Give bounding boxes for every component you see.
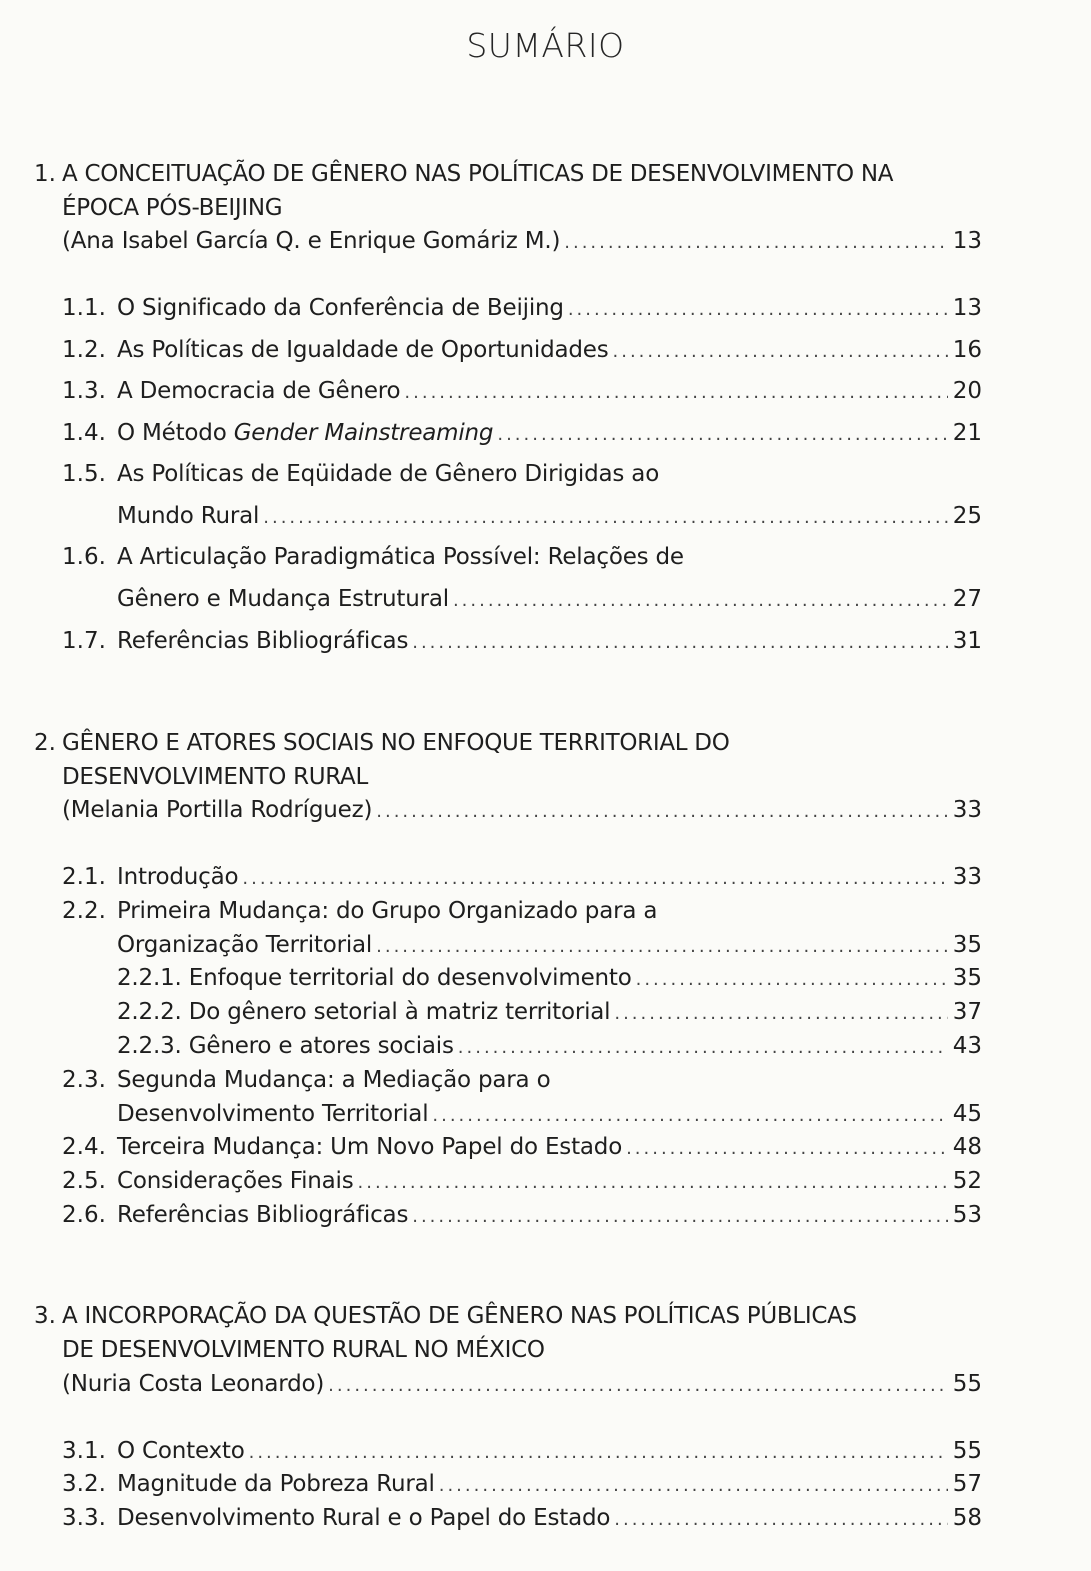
section-title-line-2: ÉPOCA PÓS-BEIJING bbox=[62, 195, 283, 221]
toc-entry-2-4[interactable] bbox=[117, 1132, 982, 1162]
section-2-heading bbox=[34, 726, 994, 794]
entry-label: 2.2.2. Do gênero setorial à matriz territorial bbox=[117, 999, 611, 1025]
toc-entry-1-4[interactable] bbox=[117, 418, 982, 448]
item-number: 2.4. bbox=[62, 1134, 106, 1160]
page-number: 43 bbox=[952, 1033, 982, 1059]
dot-leader bbox=[636, 965, 948, 995]
toc-entry-2-2-3[interactable] bbox=[117, 1031, 982, 1061]
section-title-line-1: A INCORPORAÇÃO DA QUESTÃO DE GÊNERO NAS POLÍTICAS PÚBLICAS bbox=[62, 1303, 857, 1329]
toc-entry-1-2[interactable] bbox=[117, 335, 982, 365]
dot-leader bbox=[613, 337, 948, 367]
item-number: 2.5. bbox=[62, 1168, 106, 1194]
page-number: 20 bbox=[952, 378, 982, 404]
dot-leader bbox=[412, 1202, 948, 1232]
page-number: 58 bbox=[952, 1505, 982, 1531]
page-number: 37 bbox=[952, 999, 982, 1025]
item-number: 2.3. bbox=[62, 1067, 106, 1093]
toc-entry-3-3[interactable] bbox=[117, 1503, 982, 1533]
section-title-line-2: DE DESENVOLVIMENTO RURAL NO MÉXICO bbox=[62, 1337, 545, 1363]
page-number: 45 bbox=[952, 1101, 982, 1127]
item-number: 1.2. bbox=[62, 337, 106, 363]
entry-label: Mundo Rural bbox=[117, 503, 260, 529]
entry-label-line-1: A Articulação Paradigmática Possível: Relações de bbox=[117, 544, 684, 570]
toc-entry-2-6[interactable] bbox=[117, 1200, 982, 1230]
section-1-authors-row[interactable] bbox=[62, 226, 982, 256]
section-number: 3. bbox=[34, 1303, 56, 1329]
dot-leader bbox=[263, 503, 948, 533]
dot-leader bbox=[242, 864, 948, 894]
item-number: 3.1. bbox=[62, 1438, 106, 1464]
entry-label-line-1: Segunda Mudança: a Mediação para o bbox=[117, 1067, 551, 1093]
toc-entry-2-2-2[interactable] bbox=[117, 997, 982, 1027]
page-number: 13 bbox=[952, 295, 982, 321]
toc-entry-1-5[interactable] bbox=[117, 501, 982, 531]
page-number: 35 bbox=[952, 965, 982, 991]
page-number: 33 bbox=[952, 864, 982, 890]
section-authors: (Melania Portilla Rodríguez) bbox=[62, 797, 373, 823]
entry-label-prefix: O Método bbox=[117, 420, 234, 446]
entry-label-line-1: As Políticas de Eqüidade de Gênero Dirigidas ao bbox=[117, 461, 660, 487]
dot-leader bbox=[568, 295, 948, 325]
item-number: 2.1. bbox=[62, 864, 106, 890]
dot-leader bbox=[453, 586, 948, 616]
dot-leader bbox=[497, 420, 948, 450]
entry-label: O Contexto bbox=[117, 1438, 245, 1464]
entry-label: 2.2.3. Gênero e atores sociais bbox=[117, 1033, 454, 1059]
dot-leader bbox=[249, 1438, 948, 1468]
entry-label: Gênero e Mudança Estrutural bbox=[117, 586, 449, 612]
entry-label-italic: Gender Mainstreaming bbox=[233, 420, 494, 446]
page-number: 48 bbox=[952, 1134, 982, 1160]
page-number: 52 bbox=[952, 1168, 982, 1194]
page-number: 53 bbox=[952, 1202, 982, 1228]
entry-label: Referências Bibliográficas bbox=[117, 628, 409, 654]
toc-entry-1-6[interactable] bbox=[117, 584, 982, 614]
section-authors: (Ana Isabel García Q. e Enrique Gomáriz M.) bbox=[62, 228, 561, 254]
entry-label: A Democracia de Gênero bbox=[117, 378, 401, 404]
page-number: 55 bbox=[952, 1371, 982, 1397]
page-number: 35 bbox=[952, 932, 982, 958]
item-number: 1.4. bbox=[62, 420, 106, 446]
page-number: 25 bbox=[952, 503, 982, 529]
entry-label bbox=[117, 418, 493, 448]
page-number: 27 bbox=[952, 586, 982, 612]
toc-entry-3-1[interactable] bbox=[117, 1436, 982, 1466]
item-number: 2.6. bbox=[62, 1202, 106, 1228]
entry-label: Magnitude da Pobreza Rural bbox=[117, 1471, 435, 1497]
dot-leader bbox=[412, 628, 948, 658]
section-title-line-1: GÊNERO E ATORES SOCIAIS NO ENFOQUE TERRITORIAL DO bbox=[62, 730, 730, 756]
dot-leader bbox=[432, 1101, 948, 1131]
dot-leader bbox=[376, 797, 948, 827]
page-number: 55 bbox=[952, 1438, 982, 1464]
section-title-line-2: DESENVOLVIMENTO RURAL bbox=[62, 764, 368, 790]
page-number: 21 bbox=[952, 420, 982, 446]
entry-label: Organização Territorial bbox=[117, 932, 373, 958]
section-number: 2. bbox=[34, 730, 56, 756]
item-number: 3.3. bbox=[62, 1505, 106, 1531]
dot-leader bbox=[358, 1168, 948, 1198]
section-number: 1. bbox=[34, 161, 56, 187]
entry-label: Desenvolvimento Territorial bbox=[117, 1101, 429, 1127]
page-number: 33 bbox=[952, 797, 982, 823]
toc-entry-3-2[interactable] bbox=[117, 1469, 982, 1499]
dot-leader bbox=[439, 1471, 948, 1501]
section-1-heading bbox=[34, 157, 994, 225]
entry-label: 2.2.1. Enfoque territorial do desenvolvimento bbox=[117, 965, 632, 991]
section-3-heading bbox=[34, 1299, 994, 1367]
dot-leader bbox=[404, 378, 948, 408]
toc-entry-1-1[interactable] bbox=[117, 293, 982, 323]
item-number: 1.7. bbox=[62, 628, 106, 654]
entry-label: Considerações Finais bbox=[117, 1168, 354, 1194]
entry-label: Terceira Mudança: Um Novo Papel do Estado bbox=[117, 1134, 623, 1160]
page-number: 13 bbox=[952, 228, 982, 254]
entry-label: Desenvolvimento Rural e o Papel do Estado bbox=[117, 1505, 611, 1531]
section-3-authors-row[interactable] bbox=[62, 1369, 982, 1399]
item-number: 1.6. bbox=[62, 544, 106, 570]
dot-leader bbox=[564, 228, 948, 258]
dot-leader bbox=[328, 1371, 948, 1401]
page-title: SUMÁRIO bbox=[466, 26, 625, 65]
dot-leader bbox=[614, 1505, 948, 1535]
page-number: 57 bbox=[952, 1471, 982, 1497]
section-2-authors-row[interactable] bbox=[62, 795, 982, 825]
toc-entry-2-2[interactable] bbox=[117, 930, 982, 960]
item-number: 2.2. bbox=[62, 898, 106, 924]
section-title-line-1: A CONCEITUAÇÃO DE GÊNERO NAS POLÍTICAS DE DESENVOLVIMENTO NA bbox=[62, 161, 894, 187]
entry-label: Referências Bibliográficas bbox=[117, 1202, 409, 1228]
entry-label-line-1: Primeira Mudança: do Grupo Organizado para a bbox=[117, 898, 658, 924]
entry-label: As Políticas de Igualdade de Oportunidades bbox=[117, 337, 609, 363]
entry-label: Introdução bbox=[117, 864, 239, 890]
dot-leader bbox=[626, 1134, 948, 1164]
toc-entry-2-5[interactable] bbox=[117, 1166, 982, 1196]
toc-entry-1-7[interactable] bbox=[117, 626, 982, 656]
page-number: 16 bbox=[952, 337, 982, 363]
dot-leader bbox=[376, 932, 948, 962]
toc-entry-2-3[interactable] bbox=[117, 1099, 982, 1129]
section-authors: (Nuria Costa Leonardo) bbox=[62, 1371, 325, 1397]
toc-entry-2-1[interactable] bbox=[117, 862, 982, 892]
dot-leader bbox=[614, 999, 948, 1029]
item-number: 1.3. bbox=[62, 378, 106, 404]
dot-leader bbox=[458, 1033, 948, 1063]
item-number: 1.5. bbox=[62, 461, 106, 487]
toc-entry-2-2-1[interactable] bbox=[117, 963, 982, 993]
item-number: 1.1. bbox=[62, 295, 106, 321]
entry-label: O Significado da Conferência de Beijing bbox=[117, 295, 564, 321]
toc-entry-1-3[interactable] bbox=[117, 376, 982, 406]
item-number: 3.2. bbox=[62, 1471, 106, 1497]
page-number: 31 bbox=[952, 628, 982, 654]
